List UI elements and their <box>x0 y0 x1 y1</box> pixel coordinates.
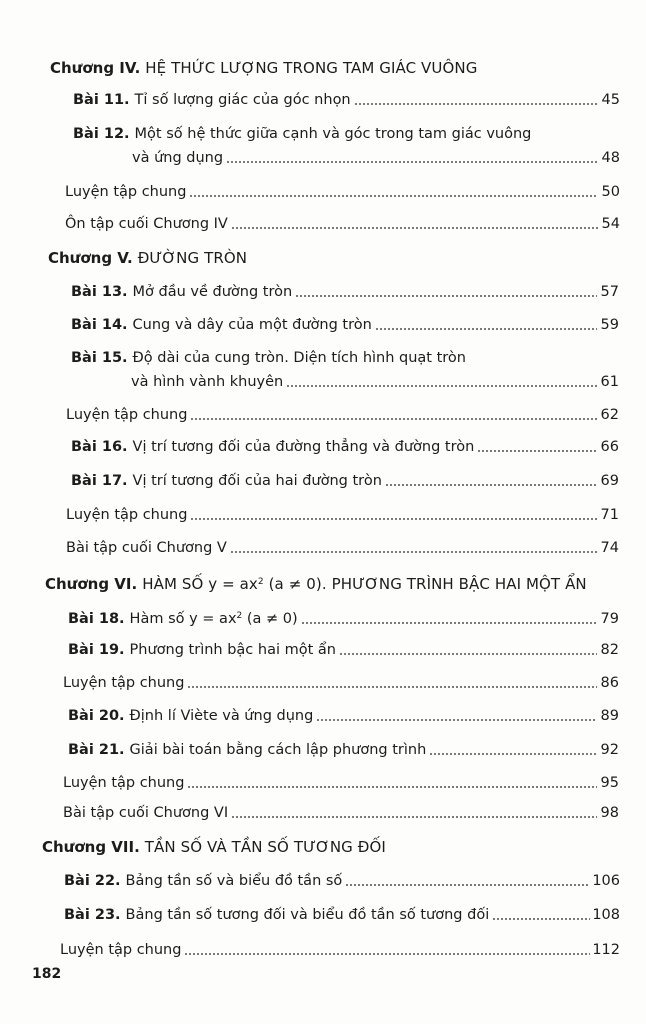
chapter-title: HÀM SỐ $y = ax^2$ (a ≠ 0). PHƯƠNG TRÌNH BẬC HAI MỘT ẨN <box>142 575 587 593</box>
dot-leader <box>477 450 597 452</box>
entry-title: Ôn tập cuối Chương IV <box>65 216 228 232</box>
dot-leader <box>187 686 597 688</box>
page-ref: 57 <box>600 284 619 300</box>
page-ref: 92 <box>600 742 619 758</box>
entry-title: Mở đầu về đường tròn <box>132 284 293 300</box>
lesson-label: Bài 18. <box>68 611 125 627</box>
chapter-label: Chương VI. <box>45 575 138 593</box>
toc-entry-line2[interactable] <box>132 148 620 168</box>
chapter-label: Chương IV. <box>50 59 141 77</box>
page-ref: 106 <box>592 873 620 889</box>
toc-entry-line2[interactable] <box>131 372 619 392</box>
page-ref: 66 <box>600 439 619 455</box>
page-ref: 61 <box>600 374 619 390</box>
entry-title: Tỉ số lượng giác của góc nhọn <box>134 92 351 108</box>
lesson-label: Bài 22. <box>64 873 121 889</box>
dot-leader <box>492 918 590 920</box>
toc-entry[interactable] <box>71 437 619 457</box>
toc-entry[interactable] <box>73 90 620 110</box>
lesson-label: Bài 21. <box>68 742 125 758</box>
page-ref: 74 <box>600 540 619 556</box>
dot-leader <box>187 786 597 788</box>
lesson-label: Bài 11. <box>73 92 130 108</box>
entry-title: Luyện tập chung <box>66 507 188 523</box>
toc-entry[interactable] <box>68 606 619 629</box>
dot-leader <box>190 518 597 520</box>
toc-entry[interactable] <box>66 505 619 525</box>
chapter-title: ĐƯỜNG TRÒN <box>137 249 248 267</box>
dot-leader <box>286 385 597 387</box>
chapter-heading <box>50 58 610 78</box>
dot-leader <box>184 953 590 955</box>
entry-title: Luyện tập chung <box>66 407 188 423</box>
toc-entry[interactable] <box>63 803 619 823</box>
dot-leader <box>354 103 598 105</box>
toc-entry[interactable] <box>71 282 619 302</box>
page-ref: 79 <box>600 611 619 627</box>
dot-leader <box>190 418 597 420</box>
toc-entry[interactable] <box>65 214 620 234</box>
entry-title: Bài tập cuối Chương VI <box>63 805 229 821</box>
dot-leader <box>339 653 597 655</box>
chapter-label: Chương VII. <box>42 838 140 856</box>
lesson-label: Bài 13. <box>71 284 128 300</box>
dot-leader <box>295 295 597 297</box>
page-ref: 86 <box>600 675 619 691</box>
page-ref: 59 <box>600 317 619 333</box>
page-ref: 89 <box>600 708 619 724</box>
lesson-label: Bài 14. <box>71 317 128 333</box>
lesson-label: Bài 16. <box>71 439 128 455</box>
entry-title: Luyện tập chung <box>60 942 182 958</box>
page-ref: 45 <box>601 92 620 108</box>
dot-leader <box>226 161 598 163</box>
entry-title: Phương trình bậc hai một ẩn <box>129 642 336 658</box>
page-ref: 98 <box>600 805 619 821</box>
entry-title: Giải bài toán bằng cách lập phương trình <box>129 742 427 758</box>
lesson-label: Bài 20. <box>68 708 125 724</box>
chapter-heading <box>48 248 608 268</box>
page-ref: 54 <box>601 216 620 232</box>
page-ref: 50 <box>601 184 620 200</box>
dot-leader <box>316 719 597 721</box>
entry-title-continued: và ứng dụng <box>132 150 224 166</box>
dot-leader <box>231 227 598 229</box>
page-ref: 112 <box>592 942 620 958</box>
entry-title: Bảng tần số tương đối và biểu đồ tần số tương đối <box>125 907 490 923</box>
toc-entry[interactable] <box>63 673 619 693</box>
page-ref: 82 <box>600 642 619 658</box>
page-ref: 95 <box>600 775 619 791</box>
entry-title: Bài tập cuối Chương V <box>66 540 227 556</box>
dot-leader <box>345 884 590 886</box>
chapter-heading <box>42 837 617 857</box>
toc-entry[interactable] <box>60 940 620 960</box>
dot-leader <box>375 328 597 330</box>
toc-entry[interactable] <box>65 182 620 202</box>
entry-title: Cung và dây của một đường tròn <box>132 317 372 333</box>
toc-entry[interactable] <box>71 471 619 491</box>
toc-entry[interactable] <box>68 640 619 660</box>
page-ref: 71 <box>600 507 619 523</box>
toc-entry[interactable] <box>64 871 620 891</box>
toc-entry[interactable] <box>68 740 619 760</box>
toc-entry[interactable] <box>64 905 620 925</box>
toc-entry[interactable] <box>68 706 619 726</box>
toc-entry[interactable] <box>66 538 619 558</box>
toc-entry[interactable] <box>71 315 619 335</box>
dot-leader <box>385 484 597 486</box>
toc-entry-line1[interactable] <box>73 124 620 144</box>
dot-leader <box>231 816 597 818</box>
entry-title-continued: và hình vành khuyên <box>131 374 284 390</box>
dot-leader <box>230 551 597 553</box>
page-number: 182 <box>32 966 62 982</box>
chapter-title: TẦN SỐ VÀ TẦN SỐ TƯƠNG ĐỐI <box>144 838 386 856</box>
entry-title: Luyện tập chung <box>63 675 185 691</box>
entry-title: Định lí Viète và ứng dụng <box>129 708 314 724</box>
lesson-label: Bài 17. <box>71 473 128 489</box>
chapter-label: Chương V. <box>48 249 133 267</box>
toc-entry[interactable] <box>63 773 619 793</box>
entry-title: Luyện tập chung <box>65 184 187 200</box>
page-ref: 108 <box>592 907 620 923</box>
entry-title: Vị trí tương đối của hai đường tròn <box>132 473 382 489</box>
page-ref: 69 <box>600 473 619 489</box>
dot-leader <box>429 753 597 755</box>
chapter-title: HỆ THỨC LƯỢNG TRONG TAM GIÁC VUÔNG <box>145 59 478 77</box>
lesson-label: Bài 19. <box>68 642 125 658</box>
page-ref: 62 <box>600 407 619 423</box>
entry-title: Vị trí tương đối của đường thẳng và đường tròn <box>132 439 475 455</box>
dot-leader <box>189 195 598 197</box>
page-ref: 48 <box>601 150 620 166</box>
toc-entry-line1[interactable] <box>71 348 619 368</box>
chapter-heading <box>45 572 620 594</box>
dot-leader <box>301 622 597 624</box>
entry-title: Một số hệ thức giữa cạnh và góc trong tam giác vuông <box>134 126 532 142</box>
lesson-label: Bài 12. <box>73 126 130 142</box>
lesson-label: Bài 15. <box>71 350 128 366</box>
lesson-label: Bài 23. <box>64 907 121 923</box>
toc-entry[interactable] <box>66 405 619 425</box>
entry-title: Luyện tập chung <box>63 775 185 791</box>
entry-title: Bảng tần số và biểu đồ tần số <box>125 873 343 889</box>
entry-title: Hàm số $y = ax^2$ (a ≠ 0) <box>129 611 298 627</box>
entry-title: Độ dài của cung tròn. Diện tích hình quạt tròn <box>132 350 466 366</box>
